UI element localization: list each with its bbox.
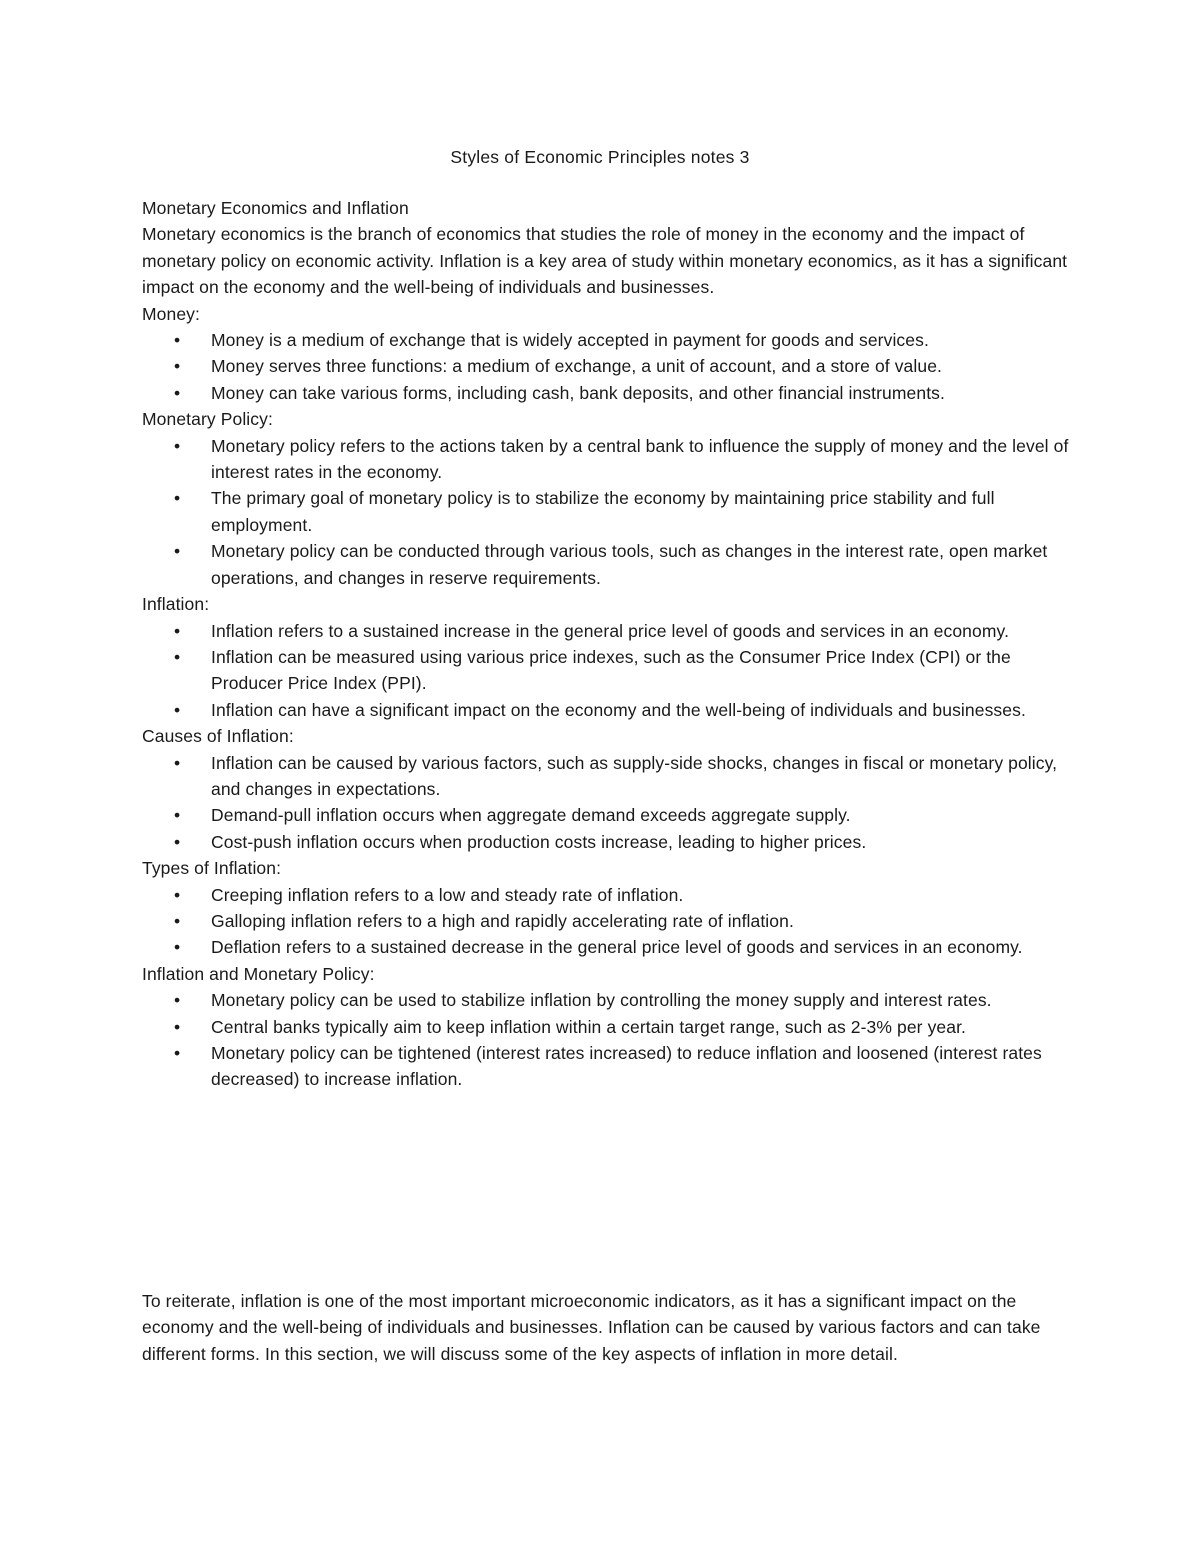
list-item-text: Monetary policy can be conducted through various tools, such as changes in the interest rate, open market operations, and changes in reserve requirements. <box>211 541 1048 588</box>
list-item <box>142 327 1072 353</box>
list-item-text: Monetary policy can be used to stabilize inflation by controlling the money supply and interest rates. <box>211 990 992 1011</box>
list-item <box>142 697 1072 723</box>
bullet-icon: • <box>174 382 181 403</box>
intro-paragraph: Monetary economics is the branch of economics that studies the role of money in the economy and the impact of monetary policy on economic activity. Inflation is a key area of study within monetary economics, as it has a significant impact on the economy and the well-being of individuals and businesses. <box>142 224 1068 298</box>
document-title: Styles of Economic Principles notes 3 <box>450 147 750 167</box>
list-item-text: The primary goal of monetary policy is to stabilize the economy by maintaining price stability and full employment. <box>211 488 995 535</box>
list-item <box>142 538 1072 591</box>
list-item <box>142 644 1072 697</box>
list-item <box>142 618 1072 644</box>
list-item <box>142 353 1072 379</box>
list-item-text: Cost-push inflation occurs when production costs increase, leading to higher prices. <box>211 831 867 852</box>
list-item <box>142 802 1072 828</box>
bullet-icon: • <box>174 831 181 852</box>
closing-paragraph: To reiterate, inflation is one of the most important microeconomic indicators, as it has a significant impact on the economy and the well-being of individuals and businesses. Inflation can be caused by various factors and can take different forms. In this section, we will discuss some of the key aspects of inflation in more detail. <box>142 1290 1041 1364</box>
list-item-text: Central banks typically aim to keep inflation within a certain target range, such as 2-3% per year. <box>211 1016 967 1037</box>
bullet-list <box>142 327 1072 406</box>
list-item <box>142 1014 1072 1040</box>
section-label: Inflation: <box>142 594 210 615</box>
bullet-list <box>142 433 1072 591</box>
list-item-text: Money serves three functions: a medium of exchange, a unit of account, and a store of value. <box>211 356 943 377</box>
list-item-text: Money is a medium of exchange that is widely accepted in payment for goods and services. <box>211 330 929 351</box>
bullet-icon: • <box>174 1043 181 1063</box>
list-item-text: Inflation can have a significant impact on the economy and the well-being of individuals and businesses. <box>211 699 1026 720</box>
list-item-text: Inflation refers to a sustained increase in the general price level of goods and services in an economy. <box>211 620 1010 641</box>
bullet-icon: • <box>174 805 181 826</box>
section-heading: Monetary Economics and Inflation <box>142 198 409 218</box>
list-item <box>142 829 1072 855</box>
bullet-icon: • <box>174 990 181 1011</box>
bullet-icon: • <box>174 435 181 456</box>
document-body <box>142 195 1072 1093</box>
section-label: Monetary Policy: <box>142 409 273 430</box>
list-item-text: Money can take various forms, including cash, bank deposits, and other financial instruments. <box>211 382 945 403</box>
bullet-icon: • <box>174 620 181 641</box>
list-item <box>142 485 1072 538</box>
list-item <box>142 934 1072 960</box>
bullet-icon: • <box>174 330 181 351</box>
list-item-text: Inflation can be caused by various factors, such as supply-side shocks, changes in fiscal or monetary policy, and changes in expectations. <box>211 752 1058 799</box>
list-item-text: Monetary policy refers to the actions taken by a central bank to influence the supply of money and the level of interest rates in the economy. <box>211 435 1069 483</box>
bullet-icon: • <box>174 752 181 773</box>
list-item <box>142 750 1072 803</box>
section-label: Money: <box>142 303 200 324</box>
bullet-icon: • <box>174 699 181 720</box>
list-item <box>142 380 1072 406</box>
bullet-list <box>142 882 1072 961</box>
bullet-icon: • <box>174 910 181 931</box>
list-item-text: Demand-pull inflation occurs when aggregate demand exceeds aggregate supply. <box>211 805 851 826</box>
bullet-icon: • <box>174 541 181 562</box>
list-item <box>142 433 1072 486</box>
list-item-text: Galloping inflation refers to a high and rapidly accelerating rate of inflation. <box>211 910 794 931</box>
bullet-icon: • <box>174 884 181 905</box>
list-item-text: Creeping inflation refers to a low and steady rate of inflation. <box>211 884 684 905</box>
bullet-list <box>142 618 1072 724</box>
list-item <box>142 882 1072 908</box>
list-item <box>142 908 1072 934</box>
sections-container <box>142 301 1072 1093</box>
bullet-icon: • <box>174 488 181 509</box>
bullet-icon: • <box>174 646 181 667</box>
bullet-list <box>142 987 1072 1093</box>
list-item-text: Deflation refers to a sustained decrease in the general price level of goods and services in an economy. <box>211 937 1023 958</box>
section-label: Types of Inflation: <box>142 858 282 879</box>
section-label: Inflation and Monetary Policy: <box>142 963 375 984</box>
list-item-text: Monetary policy can be tightened (interest rates increased) to reduce inflation and loosened (interest rates decreased) to increase inflation. <box>211 1043 1042 1090</box>
list-item-text: Inflation can be measured using various price indexes, such as the Consumer Price Index (CPI) or the Producer Price Index (PPI). <box>211 646 1011 694</box>
bullet-list <box>142 750 1072 856</box>
list-item <box>142 987 1072 1013</box>
list-item <box>142 1040 1072 1093</box>
section-label: Causes of Inflation: <box>142 726 294 747</box>
bullet-icon: • <box>174 937 181 958</box>
bullet-icon: • <box>174 1016 181 1037</box>
bullet-icon: • <box>174 356 181 377</box>
